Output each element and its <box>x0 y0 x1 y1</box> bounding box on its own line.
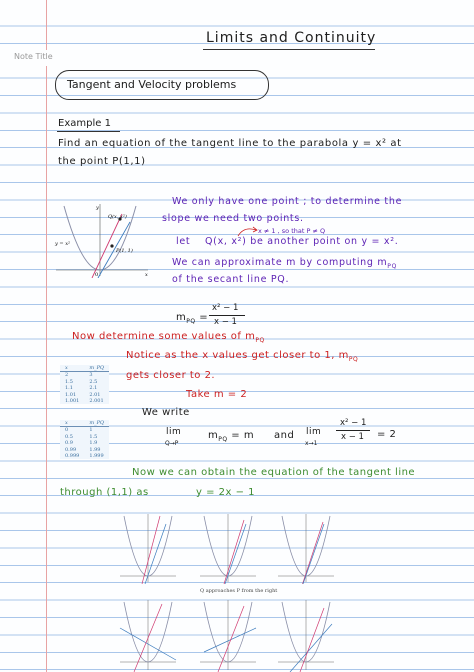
purple-note-3-pre: let <box>176 236 191 247</box>
page-title: Limits and Continuity <box>206 30 377 46</box>
formula-denominator: x − 1 <box>214 317 237 327</box>
lim-1: lim <box>166 427 182 437</box>
purple-note-3: Q(x, x²) be another point on y = x². <box>205 236 399 247</box>
purple-note-1: We only have one point ; to determine the <box>172 196 403 207</box>
table-cell: 1.99 <box>89 446 101 453</box>
table-row <box>60 398 109 404</box>
y-axis-label: y <box>96 205 99 211</box>
lim-2-sub: x→1 <box>305 440 318 447</box>
secant-figure-2 <box>198 512 258 584</box>
purple-note-5: of the secant line PQ. <box>172 274 290 285</box>
table-cell: 0.999 <box>65 453 80 460</box>
table-cell: 3 <box>89 372 93 379</box>
secant-figure-1 <box>118 512 178 584</box>
origin-label: 0 <box>95 272 99 278</box>
table-cell: 0.5 <box>65 433 73 440</box>
lim-eq-2: = 2 <box>377 429 397 440</box>
secant-figure-3 <box>276 512 336 584</box>
table-cell: 0 <box>65 427 69 434</box>
and-word: and <box>274 430 295 441</box>
table-cell: 0.9 <box>65 440 73 447</box>
table-cell: 2.5 <box>89 378 98 385</box>
note-title[interactable]: Note Title <box>14 52 53 61</box>
parabola-figure <box>52 200 152 278</box>
table-row <box>60 453 109 459</box>
formula-numerator: x² − 1 <box>212 303 239 313</box>
tangent-equation: y = 2x − 1 <box>196 487 256 498</box>
table-row <box>60 427 109 434</box>
p-point-label: P(1, 1) <box>116 248 133 254</box>
table-row <box>60 372 109 379</box>
table-cell: 1.5 <box>65 378 73 385</box>
red-note-1: Now determine some values of $m_{PQ}$ <box>72 331 265 344</box>
table-header: x <box>60 420 84 427</box>
green-note-1: Now we can obtain the equation of the tangent line <box>132 467 416 478</box>
we-write-label: We write <box>142 407 190 418</box>
table-cell: 1.9 <box>89 440 98 447</box>
table-cell: 2.01 <box>89 391 101 398</box>
table-cell: 1.999 <box>89 453 104 460</box>
purple-note-4: We can approximate m by computing $m_{PQ}$ <box>172 257 398 270</box>
red-note-4: Take m = 2 <box>186 389 248 400</box>
values-table-1 <box>60 365 109 404</box>
curve-label: y = x² <box>55 241 71 247</box>
secant-figure-5 <box>198 598 258 672</box>
table-header: m_PQ <box>84 365 109 372</box>
table-cell: 1 <box>89 427 93 434</box>
lim-2: lim <box>306 427 322 437</box>
problem-line-1: Find an equation of the tangent line to the parabola y = x² at <box>58 138 402 149</box>
table-cell: 1.01 <box>65 391 77 398</box>
point-p <box>110 244 113 247</box>
x-axis-label: x <box>145 272 148 278</box>
table-header: x <box>60 365 84 372</box>
lim-frac-num: x² − 1 <box>340 418 367 428</box>
lim-m: $m_{PQ} = m$ <box>208 430 255 443</box>
figure-caption: Q approaches P from the right <box>200 588 278 594</box>
formula-lhs: $m_{PQ}$ = <box>176 312 209 325</box>
note-title-bar <box>0 50 474 66</box>
section-title: Tangent and Velocity problems <box>67 78 237 91</box>
table-cell: 2.001 <box>89 398 104 405</box>
green-note-2: through (1,1) as <box>60 487 149 498</box>
secant-figure-4 <box>118 598 178 672</box>
table-header: m_PQ <box>84 420 109 427</box>
table-cell: 1.5 <box>89 433 98 440</box>
formula-bar <box>209 315 245 316</box>
purple-note-2: slope we need two points. <box>162 213 304 224</box>
lim-frac-bar <box>336 430 370 431</box>
margin-line <box>46 0 47 672</box>
title-underline <box>203 49 375 50</box>
lim-1-sub: Q→P <box>165 440 179 447</box>
example-label: Example 1 <box>58 118 111 129</box>
red-note-2: Notice as the x values get closer to 1, $m_{PQ}$ <box>126 350 359 363</box>
table-cell: 1.001 <box>65 398 80 405</box>
table-cell: 2 <box>65 372 69 379</box>
table-cell: 0.99 <box>65 446 77 453</box>
problem-line-2: the point P(1,1) <box>58 156 146 167</box>
lim-frac-den: x − 1 <box>341 432 364 442</box>
values-table-2 <box>60 420 109 459</box>
secant-figure-6 <box>276 598 336 672</box>
table-cell: 1.1 <box>65 385 73 392</box>
example-underline <box>57 131 120 132</box>
red-note-3: gets closer to 2. <box>126 370 216 381</box>
secant-line <box>92 214 122 278</box>
q-point-label: Q(x, x²) <box>108 214 127 220</box>
table-cell: 2.1 <box>89 385 98 392</box>
purple-annotation: x ≠ 1 , so that P ≠ Q <box>258 227 326 235</box>
